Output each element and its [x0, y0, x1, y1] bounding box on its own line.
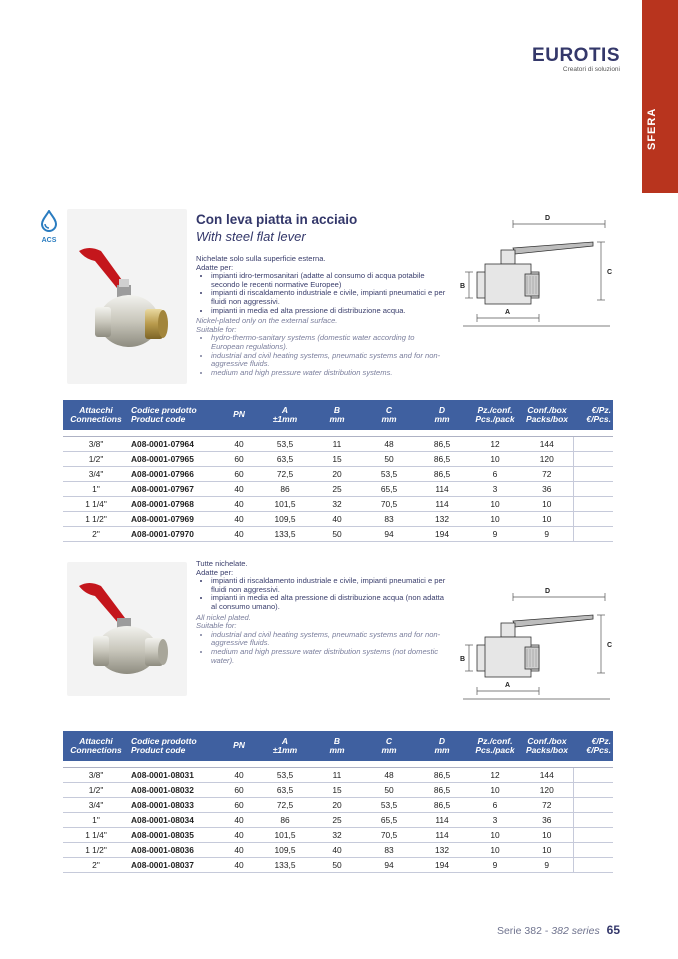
dimension-label-a: A — [505, 309, 511, 316]
dimension-label-c: C — [607, 269, 613, 276]
list-item: • medium and high pressure water distribution systems. — [211, 369, 446, 378]
section-title: Con leva piatta in acciaio — [196, 212, 358, 227]
table-row: 1 1/4" A08-0001-08035 40 101,5 32 70,5 114 10 10 — [63, 828, 613, 843]
col-packs-box: Conf./box Packs/box — [521, 731, 573, 761]
section-title-en: With steel flat lever — [196, 229, 306, 244]
col-d: D mm — [415, 731, 469, 761]
col-c: C mm — [363, 400, 415, 430]
bullets-en — [196, 334, 446, 377]
brand-tagline: Creatori di soluzioni — [562, 66, 620, 73]
dimension-label-c: C — [607, 642, 613, 649]
section2-description — [196, 560, 446, 665]
brand-name: EUROTIS — [532, 45, 620, 66]
list-item: • industrial and civil heating systems, pneumatic systems and for non-aggressive fluids. — [211, 352, 446, 369]
desc-it: Tutte nichelate. — [196, 559, 248, 568]
table-row: 1 1/2" A08-0001-07969 40 109,5 40 83 132 10 10 — [63, 512, 613, 527]
acs-badge — [38, 210, 60, 244]
col-product-code: Codice prodotto Product code — [129, 731, 219, 761]
col-d: D mm — [415, 400, 469, 430]
suitable-en: Suitable for: — [196, 324, 237, 334]
list-item: • impianti di riscaldamento industriale e civile, impianti pneumatici e per fluidi non aggressivi. — [211, 289, 446, 306]
table-row: 3/4" A08-0001-08033 60 72,5 20 53,5 86,5 6 72 — [63, 798, 613, 813]
table-header-row — [63, 731, 613, 761]
col-connections: Attacchi Connections — [63, 731, 129, 761]
desc-it: Nichelate solo sulla superficie esterna. — [196, 254, 326, 263]
table-row: 3/4" A08-0001-07966 60 72,5 20 53,5 86,5 6 72 — [63, 467, 613, 482]
col-a: A ±1mm — [259, 400, 311, 430]
list-item: • impianti in media ed alta pressione di distribuzione acqua. — [211, 307, 446, 316]
list-item: • impianti in media ed alta pressione di distribuzione acqua (non adatta al consumo umano). — [211, 594, 446, 611]
suitable-it: Adatte per: — [196, 567, 234, 577]
table-row: 2" A08-0001-08037 40 133,5 50 94 194 9 9 — [63, 858, 613, 873]
desc-en: Nickel-plated only on the external surface. — [196, 316, 338, 326]
product-table-2 — [63, 731, 613, 873]
suitable-en: Suitable for: — [196, 621, 237, 631]
product-table-1 — [63, 400, 613, 542]
bullets-it — [196, 272, 446, 315]
series-label: Serie 382 — [496, 925, 542, 937]
section1-description — [196, 255, 446, 377]
list-item: • medium and high pressure water distribution systems (not domestic water). — [211, 648, 446, 665]
ball-valve-icon — [67, 562, 187, 696]
ball-valve-icon — [67, 209, 187, 384]
col-c: C mm — [363, 731, 415, 761]
table-row: 1 1/2" A08-0001-08036 40 109,5 40 83 132 10 10 — [63, 843, 613, 858]
col-pn: PN — [219, 400, 259, 430]
table-row: 2" A08-0001-07970 40 133,5 50 94 194 9 9 — [63, 527, 613, 542]
bullets-en — [196, 631, 446, 665]
col-pcs-pack: Pz./conf. Pcs./pack — [469, 400, 521, 430]
series-label-en: 382 series — [551, 925, 600, 937]
col-pn: PN — [219, 731, 259, 761]
section-side-tab — [642, 0, 678, 193]
product-image-2 — [67, 562, 187, 696]
technical-drawing-2 — [455, 585, 615, 703]
product-image-1 — [67, 209, 187, 384]
technical-drawing-1 — [455, 212, 615, 330]
col-product-code: Codice prodotto Product code — [129, 400, 219, 430]
dimension-label-d: D — [545, 215, 551, 222]
dimension-label-b: B — [460, 283, 466, 290]
dimension-label-b: B — [460, 656, 466, 663]
desc-en: All nickel plated. — [196, 612, 251, 622]
col-b: B mm — [311, 400, 363, 430]
table-row: 1" A08-0001-07967 40 86 25 65,5 114 3 36 — [63, 482, 613, 497]
table-header-row — [63, 400, 613, 430]
acs-label: ACS — [41, 237, 57, 244]
col-pcs-pack: Pz./conf. Pcs./pack — [469, 731, 521, 761]
suitable-it: Adatte per: — [196, 262, 234, 272]
col-connections: Attacchi Connections — [63, 400, 129, 430]
table-row: 1 1/4" A08-0001-07968 40 101,5 32 70,5 114 10 10 — [63, 497, 613, 512]
col-price: €/Pz. €/Pcs. — [573, 400, 613, 430]
page-number: 65 — [606, 923, 620, 937]
col-price: €/Pz. €/Pcs. — [573, 731, 613, 761]
list-item: • impianti di riscaldamento industriale e civile, impianti pneumatici e per fluidi non aggressivi. — [211, 577, 446, 594]
page-footer: Serie 382 - 382 series 65 — [496, 923, 620, 937]
dimension-label-a: A — [505, 682, 511, 689]
table-row: 3/8" A08-0001-08031 40 53,5 11 48 86,5 12 144 — [63, 768, 613, 783]
table-row: 1/2" A08-0001-07965 60 63,5 15 50 86,5 10 120 — [63, 452, 613, 467]
water-drop-icon — [40, 210, 58, 232]
col-a: A ±1mm — [259, 731, 311, 761]
table-row: 1" A08-0001-08034 40 86 25 65,5 114 3 36 — [63, 813, 613, 828]
list-item: • industrial and civil heating systems, pneumatic systems and for non-aggressive fluids. — [211, 631, 446, 648]
bullets-it — [196, 577, 446, 611]
dimension-label-d: D — [545, 588, 551, 595]
table-row: 1/2" A08-0001-08032 60 63,5 15 50 86,5 10 120 — [63, 783, 613, 798]
list-item: • impianti idro-termosanitari (adatte al consumo di acqua potabile secondo le recenti normative Europee) — [211, 272, 446, 289]
side-tab-label: SFERA — [646, 107, 658, 150]
brand-logo — [520, 46, 620, 73]
list-item: • hydro-thermo-sanitary systems (domestic water according to European regulations). — [211, 334, 446, 351]
col-b: B mm — [311, 731, 363, 761]
col-packs-box: Conf./box Packs/box — [521, 400, 573, 430]
table-row: 3/8" A08-0001-07964 40 53,5 11 48 86,5 12 144 — [63, 437, 613, 452]
